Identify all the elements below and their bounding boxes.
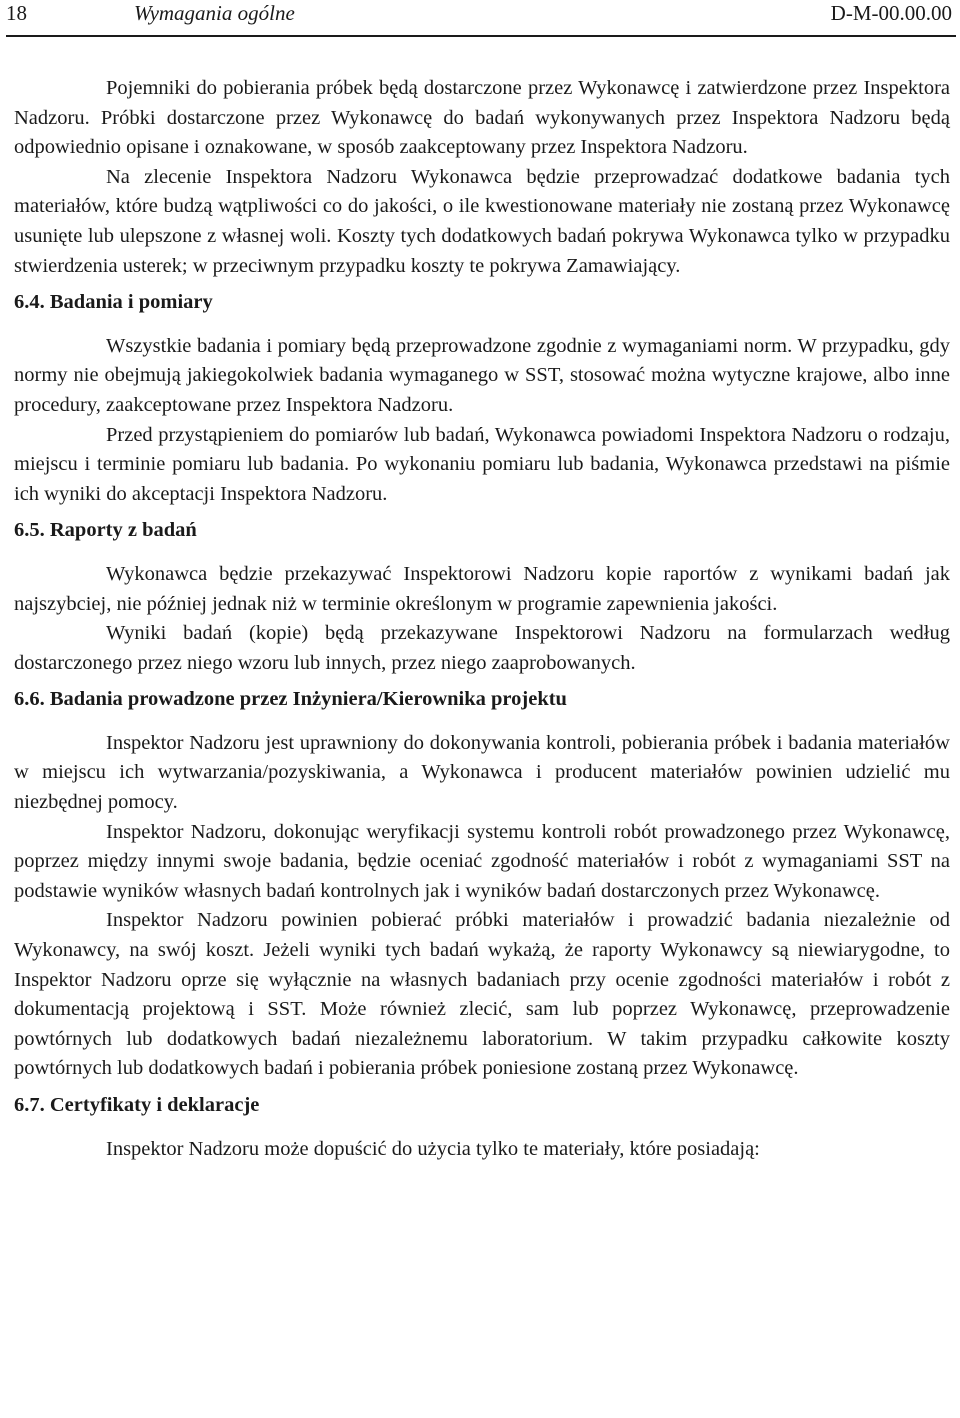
section-heading-6-7: 6.7. Certyfikaty i deklaracje xyxy=(14,1094,260,1116)
s67-paragraph-1: Inspektor Nadzoru może dopuścić do użycia tylko te materiały, które posiadają: xyxy=(106,1137,760,1160)
section-heading-6-6: 6.6. Badania prowadzone przez Inżyniera/Kierownika projektu xyxy=(14,688,567,711)
section-heading-6-5: 6.5. Raporty z badań xyxy=(14,519,197,542)
section-heading-6-4: 6.4. Badania i pomiary xyxy=(14,291,213,314)
s66-paragraph-3: Inspektor Nadzoru powinien pobierać próbki materiałów i prowadzić badania niezależnie od Wykonawcy, na swój koszt. Jeżeli wyniki tych badań wykażą, że raporty Wykonawcy są niewiarygodne, to Inspektor Nadzoru oprze się wyłącznie na własnych badaniach przy ocenie zgodności materiałów i robót z dokumentacją projektową i SST. Może również zlecić, sam lub poprzez Wykonawcę, przeprowadzenie powtórnych lub dodatkowych badań niezależnemu laboratorium. W takim przypadku całkowite koszty powtórnych lub dodatkowych badań i pobierania próbek poniesione zostaną przez Wykonawcę. xyxy=(14,909,950,1080)
s64-paragraph-2: Przed przystąpieniem do pomiarów lub badań, Wykonawca powiadomi Inspektora Nadzoru o rodzaju, miejscu i terminie pomiaru lub badania. Po wykonaniu pomiaru lub badania, Wykonawca przedstawi na piśmie ich wyniki do akceptacji Inspektora Nadzoru. xyxy=(14,423,950,505)
s66-paragraph-1: Inspektor Nadzoru jest uprawniony do dokonywania kontroli, pobierania próbek i badania materiałów w miejscu ich wytwarzania/pozyskiwania, a Wykonawca i producent materiałów powinien udzielić mu niezbędnej pomocy. xyxy=(14,731,950,814)
intro-paragraph-1: Pojemniki do pobierania próbek będą dostarczone przez Wykonawcę i zatwierdzone przez Inspektora Nadzoru. Próbki dostarczone przez Wykonawcę do badań wykonywanych przez Inspektora Nadzoru będą odpowiednio opisane i oznakowane, w sposób zaakceptowany przez Inspektora Nadzoru. xyxy=(14,77,950,159)
header-title: Wymagania ogólne xyxy=(134,1,295,25)
page-content xyxy=(14,74,950,1164)
page-header xyxy=(6,0,952,26)
s65-paragraph-2: Wyniki badań (kopie) będą przekazywane Inspektorowi Nadzoru na formularzach według dostarczonego przez niego wzoru lub innych, przez niego zaaprobowanych. xyxy=(14,622,950,674)
document-code: D-M-00.00.00 xyxy=(830,1,952,25)
page-number: 18 xyxy=(6,1,27,25)
s64-paragraph-1: Wszystkie badania i pomiary będą przeprowadzone zgodnie z wymaganiami norm. W przypadku, gdy normy nie obejmują jakiegokolwiek badania wymaganego w SST, stosować można wytyczne krajowe, albo inne procedury, zaakceptowane przez Inspektora Nadzoru. xyxy=(14,334,950,416)
s65-paragraph-1: Wykonawca będzie przekazywać Inspektorowi Nadzoru kopie raportów z wynikami badań jak najszybciej, nie później jednak niż w terminie określonym w programie zapewnienia jakości. xyxy=(14,562,950,615)
s66-paragraph-2: Inspektor Nadzoru, dokonując weryfikacji systemu kontroli robót prowadzonego przez Wykonawcę, poprzez między innymi swoje badania, będzie oceniać zgodność materiałów i robót z wymaganiami SST na podstawie wyników własnych badań kontrolnych jak i wyników badań dostarczonych przez Wykonawcę. xyxy=(14,820,950,902)
header-divider xyxy=(6,35,956,37)
intro-paragraph-2: Na zlecenie Inspektora Nadzoru Wykonawca będzie przeprowadzać dodatkowe badania tych materiałów, które budzą wątpliwości co do jakości, o ile kwestionowane materiały nie zostaną przez Wykonawcę usunięte lub ulepszone z własnej woli. Koszty tych dodatkowych badań pokrywa Wykonawca tylko w przypadku stwierdzenia usterek; w przeciwnym przypadku koszty te pokrywa Zamawiający. xyxy=(14,165,950,277)
